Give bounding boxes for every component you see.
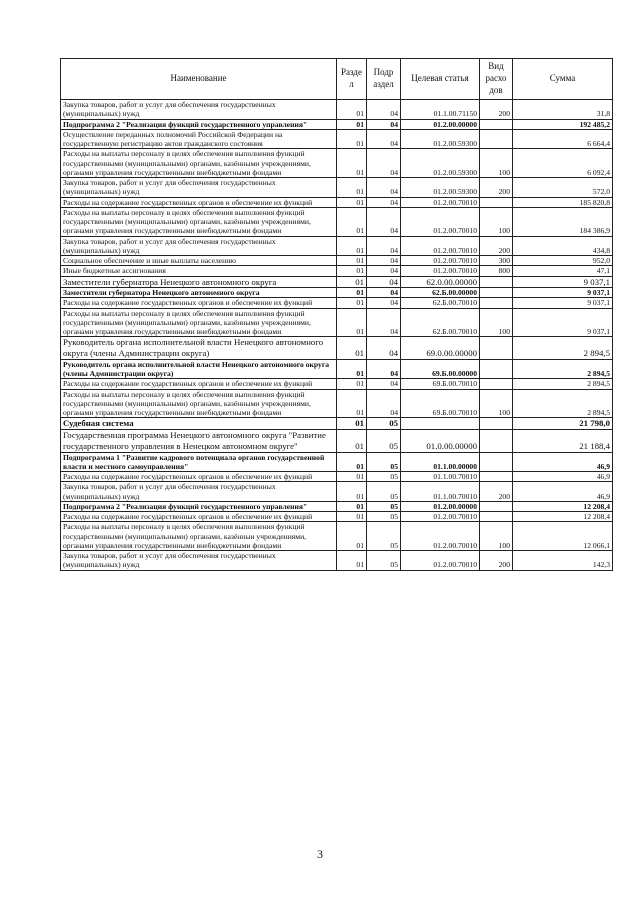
header-section: Разде л xyxy=(337,59,367,100)
row-expense-type-cell: 200 xyxy=(480,178,513,198)
row-target-article-cell: 62.0.00.00000 xyxy=(401,276,480,288)
row-subsection-cell: 05 xyxy=(367,551,401,571)
header-name: Наименование xyxy=(61,59,337,100)
row-target-article-cell: 69.Б.00.00000 xyxy=(401,359,480,379)
row-target-article-cell: 01.2.00.70010 xyxy=(401,522,480,551)
row-target-article-cell: 01.2.00.00000 xyxy=(401,119,480,129)
row-sum-cell: 21 798,0 xyxy=(513,418,613,430)
row-subsection-cell: 04 xyxy=(367,266,401,276)
row-subsection-cell: 04 xyxy=(367,207,401,236)
table-header-row xyxy=(61,59,613,100)
row-name-cell: Судебная система xyxy=(61,418,337,430)
row-expense-type-cell xyxy=(480,288,513,298)
row-name-cell: Расходы на содержание государственных органов и обеспечение их функций xyxy=(61,379,337,389)
row-target-article-cell: 69.0.00.00000 xyxy=(401,337,480,359)
row-name-cell: Закупка товаров, работ и услуг для обеспечения государственных (муниципальных) нужд xyxy=(61,482,337,502)
row-section-cell: 01 xyxy=(337,178,367,198)
row-subsection-cell: 05 xyxy=(367,452,401,472)
row-name-cell: Расходы на выплаты персоналу в целях обеспечения выполнения функций государственными (муниципальными) органами, казённыи учреждениями, органами управления государственными внебюджетными фондами xyxy=(61,522,337,551)
row-sum-cell: 46,9 xyxy=(513,482,613,502)
table-row xyxy=(61,472,613,482)
row-section-cell: 01 xyxy=(337,288,367,298)
row-subsection-cell: 05 xyxy=(367,418,401,430)
table-row xyxy=(61,337,613,359)
header-subsection: Подр аздел xyxy=(367,59,401,100)
row-section-cell: 01 xyxy=(337,359,367,379)
row-expense-type-cell xyxy=(480,452,513,472)
row-expense-type-cell: 200 xyxy=(480,236,513,256)
row-name-cell: Подпрограмма 1 "Развитие кадрового потенциала органов государственной власти и местного самоуправления" xyxy=(61,452,337,472)
row-expense-type-cell: 300 xyxy=(480,256,513,266)
row-subsection-cell: 04 xyxy=(367,359,401,379)
table-row xyxy=(61,389,613,418)
row-target-article-cell: 01.2.00.70010 xyxy=(401,256,480,266)
row-name-cell: Расходы на выплаты персоналу в целях обеспечения выполнения функций государственными (муниципальными) органами, казёнными учреждениями, органами управления государственными внебюджетными фондами xyxy=(61,207,337,236)
table-row xyxy=(61,359,613,379)
row-expense-type-cell xyxy=(480,379,513,389)
row-expense-type-cell: 200 xyxy=(480,482,513,502)
table-row xyxy=(61,430,613,452)
row-name-cell: Заместители губернатора Ненецкого автономного округа xyxy=(61,276,337,288)
row-name-cell: Социальное обеспечение и иные выплаты населению xyxy=(61,256,337,266)
row-subsection-cell: 05 xyxy=(367,482,401,502)
row-expense-type-cell: 200 xyxy=(480,551,513,571)
row-section-cell: 01 xyxy=(337,308,367,337)
row-section-cell: 01 xyxy=(337,472,367,482)
row-subsection-cell: 05 xyxy=(367,472,401,482)
row-expense-type-cell xyxy=(480,129,513,149)
row-name-cell: Подпрограмма 2 "Реализация функций государственного управления" xyxy=(61,119,337,129)
row-target-article-cell: 62.Б.00.70010 xyxy=(401,298,480,308)
row-subsection-cell: 04 xyxy=(367,337,401,359)
row-sum-cell: 9 037,1 xyxy=(513,298,613,308)
table-row xyxy=(61,276,613,288)
row-subsection-cell: 04 xyxy=(367,288,401,298)
row-sum-cell: 12 208,4 xyxy=(513,512,613,522)
table-row xyxy=(61,298,613,308)
row-section-cell: 01 xyxy=(337,418,367,430)
table-row xyxy=(61,207,613,236)
table-row xyxy=(61,501,613,511)
header-sum: Сумма xyxy=(513,59,613,100)
table-row xyxy=(61,482,613,502)
row-name-cell: Государственная программа Ненецкого автономного округа "Развитие государственного управления в Ненецком автономном округе" xyxy=(61,430,337,452)
row-section-cell: 01 xyxy=(337,266,367,276)
row-expense-type-cell: 100 xyxy=(480,522,513,551)
row-subsection-cell: 04 xyxy=(367,379,401,389)
row-subsection-cell: 04 xyxy=(367,119,401,129)
row-sum-cell: 6 092,4 xyxy=(513,149,613,178)
row-sum-cell: 31,8 xyxy=(513,100,613,120)
row-sum-cell: 6 664,4 xyxy=(513,129,613,149)
row-sum-cell: 9 037,1 xyxy=(513,288,613,298)
row-target-article-cell: 01.2.00.59300 xyxy=(401,129,480,149)
row-subsection-cell: 05 xyxy=(367,501,401,511)
row-name-cell: Подпрограмма 2 "Реализация функций государственного управления" xyxy=(61,501,337,511)
row-section-cell: 01 xyxy=(337,100,367,120)
row-target-article-cell: 01.1.00.00000 xyxy=(401,452,480,472)
row-subsection-cell: 05 xyxy=(367,512,401,522)
row-sum-cell: 47,1 xyxy=(513,266,613,276)
row-sum-cell: 572,0 xyxy=(513,178,613,198)
row-name-cell: Закупка товаров, работ и услуг для обеспечения государственных (муниципальных) нужд xyxy=(61,236,337,256)
row-expense-type-cell xyxy=(480,119,513,129)
row-expense-type-cell: 200 xyxy=(480,100,513,120)
row-sum-cell: 952,0 xyxy=(513,256,613,266)
table-row xyxy=(61,288,613,298)
row-name-cell: Расходы на выплаты персоналу в целях обеспечения выполнения функций государственными (муниципальными) органами, казёнными учреждениями, органами управления государственными внебюджетными фондами xyxy=(61,308,337,337)
table-row xyxy=(61,149,613,178)
row-sum-cell: 434,8 xyxy=(513,236,613,256)
row-subsection-cell: 05 xyxy=(367,522,401,551)
table-row xyxy=(61,100,613,120)
row-expense-type-cell xyxy=(480,276,513,288)
row-expense-type-cell xyxy=(480,197,513,207)
table-row xyxy=(61,236,613,256)
table-row xyxy=(61,129,613,149)
row-subsection-cell: 04 xyxy=(367,100,401,120)
row-target-article-cell: 01.2.00.00000 xyxy=(401,501,480,511)
row-section-cell: 01 xyxy=(337,149,367,178)
table-row xyxy=(61,379,613,389)
row-target-article-cell: 01.2.00.59300 xyxy=(401,178,480,198)
table-row xyxy=(61,452,613,472)
row-section-cell: 01 xyxy=(337,119,367,129)
row-sum-cell: 2 894,5 xyxy=(513,337,613,359)
row-section-cell: 01 xyxy=(337,512,367,522)
table-row xyxy=(61,522,613,551)
row-name-cell: Руководитель органа исполнительной власти Ненецкого автономного округа (члены Администрации округа) xyxy=(61,337,337,359)
row-section-cell: 01 xyxy=(337,501,367,511)
row-target-article-cell: 01.2.00.70010 xyxy=(401,512,480,522)
row-sum-cell: 192 485,2 xyxy=(513,119,613,129)
row-sum-cell: 142,3 xyxy=(513,551,613,571)
row-expense-type-cell: 100 xyxy=(480,207,513,236)
row-name-cell: Расходы на выплаты персоналу в целях обеспечения выполнения функций государственными (муниципальными) органами, казёнными учреждениями, органами управления государственными внебюджетными фондами xyxy=(61,389,337,418)
row-sum-cell: 2 894,5 xyxy=(513,359,613,379)
row-subsection-cell: 04 xyxy=(367,298,401,308)
table-row xyxy=(61,256,613,266)
row-sum-cell: 21 188,4 xyxy=(513,430,613,452)
row-target-article-cell: 69.Б.00.70010 xyxy=(401,389,480,418)
row-expense-type-cell: 100 xyxy=(480,149,513,178)
row-name-cell: Закупка товаров, работ и услуг для обеспечения государственных (муниципальных) нужд xyxy=(61,178,337,198)
row-name-cell: Расходы на содержание государственных органов и обеспечение их функций xyxy=(61,298,337,308)
row-sum-cell: 9 037,1 xyxy=(513,308,613,337)
row-sum-cell: 46,9 xyxy=(513,452,613,472)
row-target-article-cell xyxy=(401,418,480,430)
row-subsection-cell: 05 xyxy=(367,430,401,452)
table-row xyxy=(61,119,613,129)
row-target-article-cell: 01.1.00.70010 xyxy=(401,472,480,482)
row-name-cell: Расходы на содержание государственных органов и обеспечение их функций xyxy=(61,472,337,482)
row-target-article-cell: 69.Б.00.70010 xyxy=(401,379,480,389)
row-subsection-cell: 04 xyxy=(367,236,401,256)
table-row xyxy=(61,197,613,207)
row-name-cell: Закупка товаров, работ и услуг для обеспечения государственных (муниципальных) нужд xyxy=(61,551,337,571)
row-subsection-cell: 04 xyxy=(367,178,401,198)
row-expense-type-cell xyxy=(480,418,513,430)
row-section-cell: 01 xyxy=(337,482,367,502)
row-subsection-cell: 04 xyxy=(367,308,401,337)
row-target-article-cell: 01.1.00.71150 xyxy=(401,100,480,120)
row-expense-type-cell xyxy=(480,359,513,379)
row-expense-type-cell: 100 xyxy=(480,389,513,418)
row-subsection-cell: 04 xyxy=(367,149,401,178)
row-sum-cell: 185 820,8 xyxy=(513,197,613,207)
row-sum-cell: 9 037,1 xyxy=(513,276,613,288)
budget-table xyxy=(60,58,613,571)
header-target-article: Целевая статья xyxy=(401,59,480,100)
row-sum-cell: 12 208,4 xyxy=(513,501,613,511)
table-row xyxy=(61,266,613,276)
row-expense-type-cell xyxy=(480,298,513,308)
row-expense-type-cell xyxy=(480,337,513,359)
row-section-cell: 01 xyxy=(337,197,367,207)
row-sum-cell: 12 066,1 xyxy=(513,522,613,551)
row-name-cell: Осуществление переданных полномочий Российской Федерации на государственную регистрацию актов гражданского состояния xyxy=(61,129,337,149)
row-name-cell: Расходы на выплаты персоналу в целях обеспечения выполнения функций государственными (муниципальными) органами, казёнными учреждениями, органами управления государственными внебюджетными фондами xyxy=(61,149,337,178)
row-name-cell: Расходы на содержание государственных органов и обеспечение их функций xyxy=(61,512,337,522)
row-target-article-cell: 01.2.00.70010 xyxy=(401,207,480,236)
row-expense-type-cell xyxy=(480,512,513,522)
row-target-article-cell: 01.2.00.70010 xyxy=(401,197,480,207)
row-subsection-cell: 04 xyxy=(367,256,401,266)
row-target-article-cell: 62.Б.00.00000 xyxy=(401,288,480,298)
row-expense-type-cell xyxy=(480,472,513,482)
row-section-cell: 01 xyxy=(337,276,367,288)
row-subsection-cell: 04 xyxy=(367,276,401,288)
row-expense-type-cell xyxy=(480,501,513,511)
row-section-cell: 01 xyxy=(337,129,367,149)
row-sum-cell: 2 894,5 xyxy=(513,379,613,389)
row-sum-cell: 184 386,9 xyxy=(513,207,613,236)
row-section-cell: 01 xyxy=(337,207,367,236)
row-section-cell: 01 xyxy=(337,236,367,256)
row-subsection-cell: 04 xyxy=(367,129,401,149)
row-sum-cell: 2 894,5 xyxy=(513,389,613,418)
row-target-article-cell: 01.0.00.00000 xyxy=(401,430,480,452)
row-section-cell: 01 xyxy=(337,256,367,266)
row-subsection-cell: 04 xyxy=(367,389,401,418)
table-body xyxy=(61,100,613,571)
row-target-article-cell: 01.1.00.70010 xyxy=(401,482,480,502)
header-expense-type: Вид расхо дов xyxy=(480,59,513,100)
row-section-cell: 01 xyxy=(337,551,367,571)
row-target-article-cell: 01.2.00.70010 xyxy=(401,236,480,256)
row-target-article-cell: 01.2.00.59300 xyxy=(401,149,480,178)
table-row xyxy=(61,178,613,198)
row-expense-type-cell: 100 xyxy=(480,308,513,337)
row-target-article-cell: 01.2.00.70010 xyxy=(401,266,480,276)
row-section-cell: 01 xyxy=(337,430,367,452)
row-section-cell: 01 xyxy=(337,389,367,418)
row-section-cell: 01 xyxy=(337,337,367,359)
row-expense-type-cell: 800 xyxy=(480,266,513,276)
row-subsection-cell: 04 xyxy=(367,197,401,207)
row-expense-type-cell xyxy=(480,430,513,452)
row-section-cell: 01 xyxy=(337,452,367,472)
table-row xyxy=(61,308,613,337)
row-name-cell: Расходы на содержание государственных органов и обеспечение их функций xyxy=(61,197,337,207)
row-target-article-cell: 01.2.00.70010 xyxy=(401,551,480,571)
row-name-cell: Заместители губернатора Ненецкого автономного округа xyxy=(61,288,337,298)
table-row xyxy=(61,418,613,430)
page-number: 3 xyxy=(317,847,323,861)
row-section-cell: 01 xyxy=(337,379,367,389)
row-target-article-cell: 62.Б.00.70010 xyxy=(401,308,480,337)
row-section-cell: 01 xyxy=(337,522,367,551)
row-sum-cell: 46,9 xyxy=(513,472,613,482)
table-row xyxy=(61,551,613,571)
row-name-cell: Закупка товаров, работ и услуг для обеспечения государственных (муниципальных) нужд xyxy=(61,100,337,120)
row-name-cell: Иные бюджетные ассигнования xyxy=(61,266,337,276)
row-name-cell: Руководитель органа исполнительной власти Ненецкого автономного округа (члены Администрации округа) xyxy=(61,359,337,379)
row-section-cell: 01 xyxy=(337,298,367,308)
table-row xyxy=(61,512,613,522)
